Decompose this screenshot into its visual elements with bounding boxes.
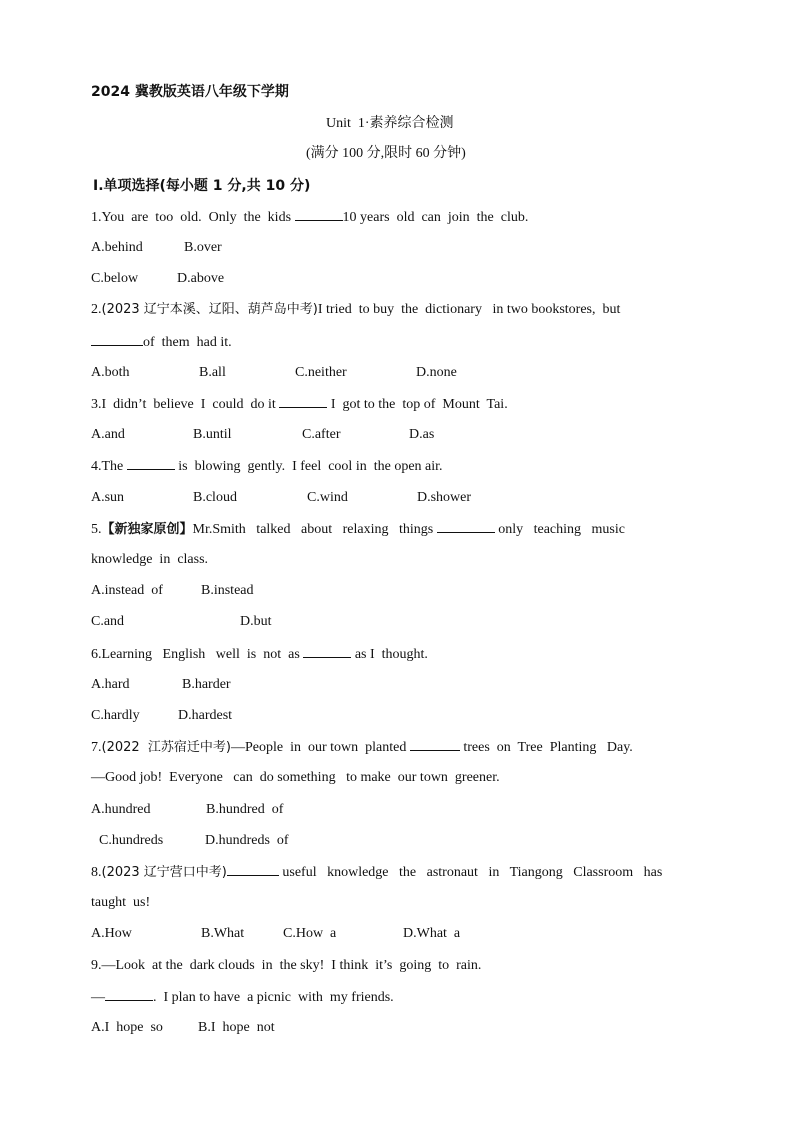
question-8-option-d: D.What a [403, 926, 461, 941]
answer-blank [303, 645, 351, 658]
question-5-stem: 5.【新独家原创】Mr.Smith talked about relaxing things only teaching music [91, 522, 625, 537]
question-7-reply: —Good job! Everyone can do something to make our town greener. [91, 770, 500, 785]
question-7-option-a: A.hundred [91, 802, 151, 817]
question-6-option-d: D.hardest [178, 708, 233, 723]
question-5-stem-cont: knowledge in class. [91, 552, 209, 567]
question-1-option-a: A.behind [91, 240, 143, 255]
question-3-option-d: D.as [409, 427, 435, 442]
question-1-option-d: D.above [177, 271, 225, 286]
question-7-option-b: B.hundred of [206, 802, 284, 817]
question-6-stem: 6.Learning English well is not as as I thought. [91, 647, 428, 662]
question-3-stem: 3.I didn’t believe I could do it I got to the top of Mount Tai. [91, 397, 508, 412]
question-4-stem: 4.The is blowing gently. I feel cool in the open air. [91, 459, 443, 474]
question-3-option-c: C.after [302, 427, 341, 442]
question-8-option-b: B.What [201, 926, 245, 941]
question-5-option-d: D.but [240, 614, 272, 629]
question-4-option-c: C.wind [307, 490, 348, 505]
answer-blank [279, 395, 327, 408]
question-number: 3. [91, 397, 102, 412]
score-info: (满分 100 分,限时 60 分钟) [306, 146, 466, 161]
question-3-option-b: B.until [193, 427, 232, 442]
question-6-option-a: A.hard [91, 677, 130, 692]
answer-blank [105, 988, 153, 1001]
question-9-option-b: B.I hope not [198, 1020, 275, 1035]
answer-blank [227, 863, 279, 876]
answer-blank [91, 333, 143, 346]
question-2-option-c: C.neither [295, 365, 347, 380]
question-source: (2023 辽宁本溪、辽阳、葫芦岛中考) [101, 302, 318, 317]
series-title: 2024 冀教版英语八年级下学期 [91, 84, 289, 100]
question-5-option-b: B.instead [201, 583, 254, 598]
question-7-stem: 7.(2022 江苏宿迁中考)—People in our town planted trees on Tree Planting Day. [91, 740, 633, 755]
question-number: 4. [91, 459, 102, 474]
question-1-option-c: C.below [91, 271, 139, 286]
question-6-option-c: C.hardly [91, 708, 140, 723]
question-9-option-a: A.I hope so [91, 1020, 163, 1035]
question-7-option-c: C.hundreds [99, 833, 164, 848]
question-number: 6. [91, 647, 102, 662]
question-source: 【新独家原创】 [101, 522, 193, 537]
answer-blank [127, 457, 175, 470]
section-title: Ⅰ.单项选择(每小题 1 分,共 10 分) [93, 178, 311, 194]
question-2-stem: 2.(2023 辽宁本溪、辽阳、葫芦岛中考)I tried to buy the dictionary in two bookstores, but [91, 302, 621, 317]
question-number: 9. [91, 958, 102, 973]
question-2-stem-cont: of them had it. [91, 333, 232, 352]
question-8-stem: 8.(2023 辽宁营口中考) useful knowledge the astronaut in Tiangong Classroom has [91, 865, 663, 880]
question-number: 1. [91, 210, 102, 225]
question-source: (2022 江苏宿迁中考) [101, 740, 231, 755]
question-2-option-a: A.both [91, 365, 130, 380]
answer-blank [410, 738, 460, 751]
question-number: 7. [91, 740, 102, 755]
question-8-option-c: C.How a [283, 926, 337, 941]
question-8-stem-cont: taught us! [91, 895, 151, 910]
question-9-stem: 9.—Look at the dark clouds in the sky! I think it’s going to rain. [91, 958, 482, 973]
question-4-option-a: A.sun [91, 490, 125, 505]
question-2-option-b: B.all [199, 365, 226, 380]
question-2-option-d: D.none [416, 365, 457, 380]
unit-title: Unit 1·素养综合检测 [326, 116, 454, 131]
question-number: 2. [91, 302, 102, 317]
question-3-option-a: A.and [91, 427, 125, 442]
question-source: (2023 辽宁营口中考) [101, 865, 227, 880]
question-1-stem: 1.You are too old. Only the kids 10 years old can join the club. [91, 210, 529, 225]
question-6-option-b: B.harder [182, 677, 231, 692]
question-number: 5. [91, 522, 102, 537]
question-number: 8. [91, 865, 102, 880]
answer-blank [295, 208, 343, 221]
question-5-option-a: A.instead of [91, 583, 163, 598]
answer-blank [437, 520, 495, 533]
question-8-option-a: A.How [91, 926, 132, 941]
question-4-option-d: D.shower [417, 490, 472, 505]
question-7-option-d: D.hundreds of [205, 833, 289, 848]
question-1-option-b: B.over [184, 240, 222, 255]
question-5-option-c: C.and [91, 614, 125, 629]
question-4-option-b: B.cloud [193, 490, 237, 505]
question-9-reply: — . I plan to have a picnic with my friends. [91, 990, 394, 1005]
